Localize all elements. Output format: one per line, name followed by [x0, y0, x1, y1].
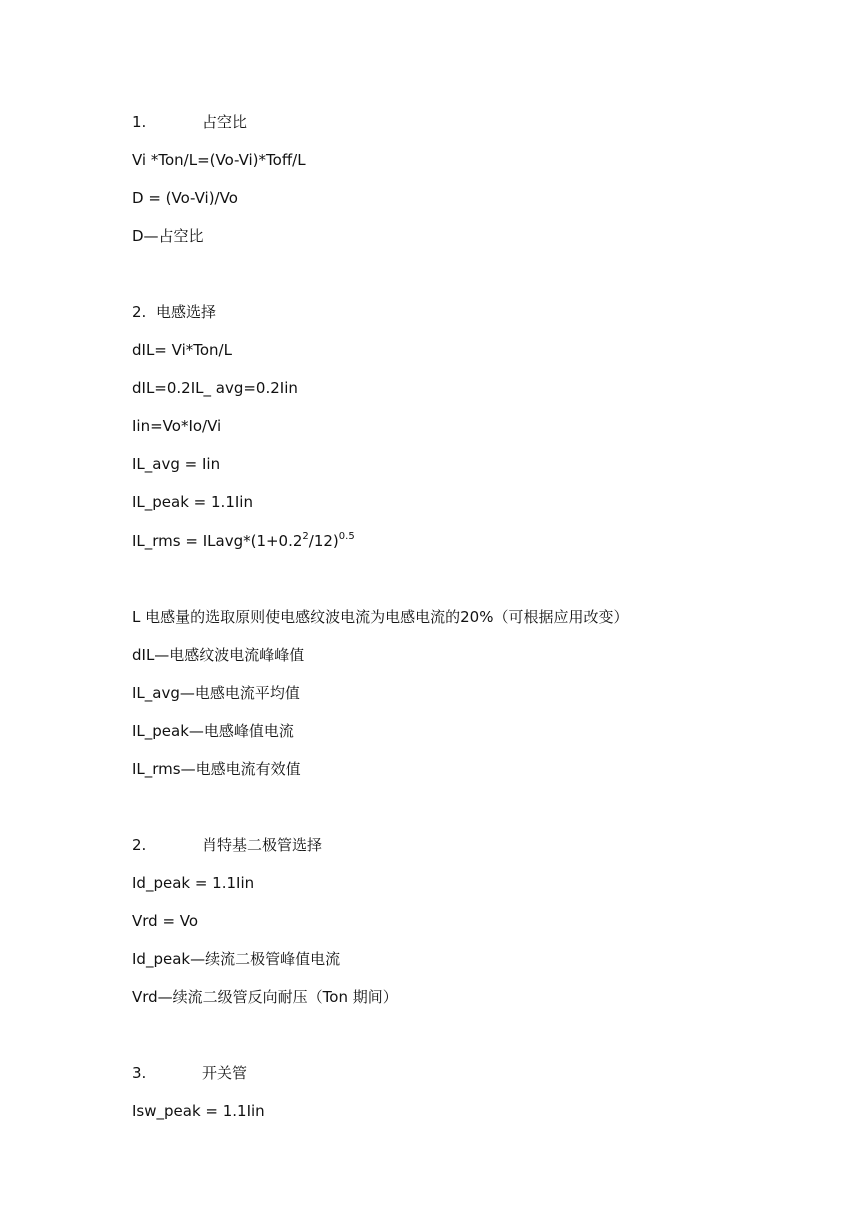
section-2-title: 电感选择 — [156, 303, 217, 321]
section-4-number: 3. — [132, 1064, 147, 1082]
section-4-heading — [132, 1063, 247, 1083]
section-1-title: 占空比 — [202, 113, 248, 131]
rms-equation-prefix: IL_rms = ILavg*(1+0.2 — [132, 532, 303, 550]
rms-equation-exponent-1: 2 — [302, 531, 309, 542]
inductor-equation-4: IL_avg = Iin — [132, 455, 221, 473]
section-2-number: 2. — [132, 303, 147, 321]
inductor-definition-1: dIL—电感纹波电流峰峰值 — [132, 646, 305, 664]
inductor-equation-2: dIL=0.2IL_ avg=0.2Iin — [132, 379, 298, 397]
section-4-title: 开关管 — [202, 1064, 248, 1082]
section-1-number: 1. — [132, 113, 147, 131]
rms-equation-exponent-2: 0.5 — [338, 531, 355, 542]
section-1-heading — [132, 112, 247, 132]
section-3-number: 2. — [132, 836, 147, 854]
duty-equation-1: Vi *Ton/L=(Vo-Vi)*Toff/L — [132, 151, 306, 169]
duty-definition: D—占空比 — [132, 227, 204, 245]
section-2-heading — [132, 302, 216, 322]
inductor-definition-2: IL_avg—电感电流平均值 — [132, 684, 300, 702]
inductor-definition-4: IL_rms—电感电流有效值 — [132, 760, 301, 778]
section-3-heading — [132, 835, 322, 855]
inductor-definition-3: IL_peak—电感峰值电流 — [132, 722, 294, 740]
section-3-title: 肖特基二极管选择 — [202, 836, 323, 854]
inductor-selection-note: L 电感量的选取原则使电感纹波电流为电感电流的20%（可根据应用改变） — [132, 608, 629, 626]
rms-equation-middle: /12) — [308, 532, 339, 550]
inductor-equation-5: IL_peak = 1.1Iin — [132, 493, 253, 511]
diode-equation-2: Vrd = Vo — [132, 912, 199, 930]
diode-equation-1: Id_peak = 1.1Iin — [132, 874, 255, 892]
inductor-equation-3: Iin=Vo*Io/Vi — [132, 417, 222, 435]
switch-equation-1: Isw_peak = 1.1Iin — [132, 1102, 265, 1120]
duty-equation-2: D = (Vo-Vi)/Vo — [132, 189, 238, 207]
diode-definition-1: Id_peak—续流二极管峰值电流 — [132, 950, 341, 968]
diode-definition-2: Vrd—续流二级管反向耐压（Ton 期间） — [132, 988, 398, 1006]
inductor-equation-1: dIL= Vi*Ton/L — [132, 341, 232, 359]
inductor-equation-6 — [132, 531, 355, 551]
